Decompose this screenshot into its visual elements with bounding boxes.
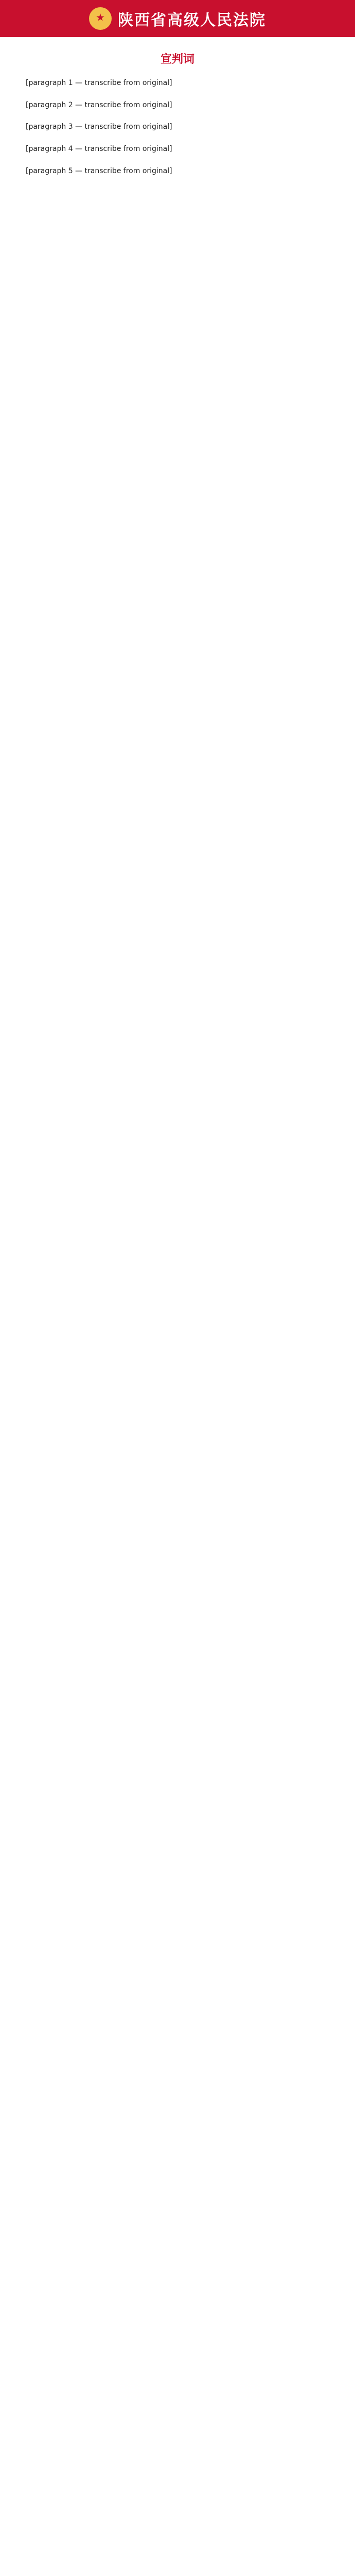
paragraph: [paragraph 5 — transcribe from original] — [26, 166, 172, 175]
page-title: 宣判词 — [160, 53, 194, 66]
header-banner — [0, 0, 355, 37]
paragraph: [paragraph 1 — transcribe from original] — [26, 79, 172, 87]
paragraph: [paragraph 3 — transcribe from original] — [26, 123, 172, 131]
court-emblem-icon — [89, 7, 112, 30]
header-title: 陕西省高级人民法院 — [118, 11, 266, 29]
paragraph: [paragraph 4 — transcribe from original] — [26, 145, 172, 154]
judgment-body — [0, 76, 355, 178]
header-text — [118, 7, 266, 30]
paragraph: [paragraph 2 — transcribe from original] — [26, 100, 172, 109]
